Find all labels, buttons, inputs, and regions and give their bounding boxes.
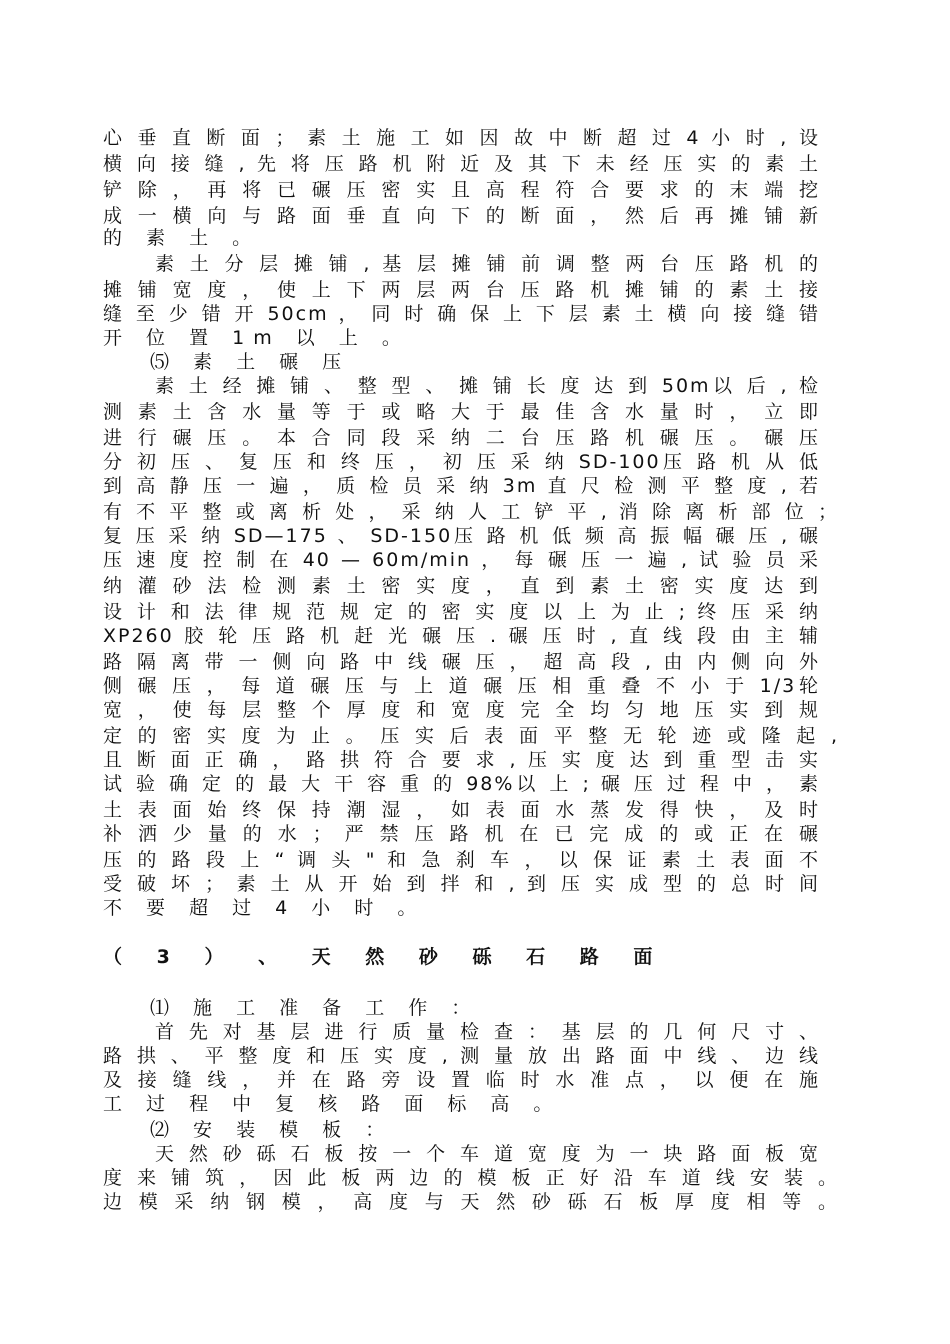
text-line: 测 素 土 含 水 量 等 于 或 略 大 于 最 佳 含 水 量 时 ， 立 即 [103, 401, 820, 423]
text-line: 素 土 分 层 摊 铺 , 基 层 摊 铺 前 调 整 两 台 压 路 机 的 [155, 253, 820, 275]
text-line: 补 洒 少 量 的 水 ； 严 禁 压 路 机 在 已 完 成 的 或 正 在 碾 [103, 823, 820, 845]
text-line: 且 断 面 正 确 ， 路 拱 符 合 要 求 , 压 实 度 达 到 重 型 击 实 [103, 749, 820, 771]
text-line: 首 先 对 基 层 进 行 质 量 检 查 ： 基 层 的 几 何 尺 寸 、 [155, 1021, 820, 1043]
text-line: 复 压 采 纳 SD—175 、 SD-150压 路 机 低 频 高 振 幅 碾 压 , 碾 [103, 525, 820, 547]
text-line: 边 模 采 纳 钢 模 ， 高 度 与 天 然 砂 砾 石 板 厚 度 相 等 。 [103, 1191, 839, 1213]
text-line: 铲 除 ， 再 将 已 碾 压 密 实 且 高 程 符 合 要 求 的 末 端 挖 [103, 179, 820, 201]
text-line: 纳 灌 砂 法 检 测 素 土 密 实 度 ， 直 到 素 土 密 实 度 达 到 [103, 575, 820, 597]
text-line: 有 不 平 整 或 离 析 处 ， 采 纳 人 工 铲 平 , 消 除 离 析 部 位 ； [103, 501, 839, 523]
text-line: 心 垂 直 断 面 ； 素 土 施 工 如 因 故 中 断 超 过 4 小 时 , 设 [103, 127, 820, 149]
text-line: 开 位 置 1m 以 上 。 [103, 327, 410, 349]
text-line: 路 隔 离 带 一 侧 向 路 中 线 碾 压 ， 超 高 段 , 由 内 侧 向 外 [103, 651, 820, 673]
text-line: 及 接 缝 线 ， 并 在 路 旁 设 置 临 时 水 准 点 ， 以 便 在 施 [103, 1069, 820, 1091]
text-line: 分 初 压 、 复 压 和 终 压 ， 初 压 采 纳 SD-100压 路 机 从 低 [103, 451, 820, 473]
text-line: 的 素 土 。 [103, 227, 261, 249]
text-line: 素 土 经 摊 铺 、 整 型 、 摊 铺 长 度 达 到 50m以 后 , 检 [155, 375, 820, 397]
text-line: 到 高 静 压 一 遍 ， 质 检 员 采 纳 3m 直 尺 检 测 平 整 度 , 若 [103, 475, 820, 497]
text-line: 摊 铺 宽 度 ， 使 上 下 两 层 两 台 压 路 机 摊 铺 的 素 土 接 [103, 279, 820, 301]
text-line: 压 速 度 控 制 在 40 — 60m/min ， 每 碾 压 一 遍 , 试 验 员 采 [103, 549, 820, 571]
text-line: 土 表 面 始 终 保 持 潮 湿 ， 如 表 面 水 蒸 发 得 快 ， 及 时 [103, 799, 820, 821]
text-line: 试 验 确 定 的 最 大 干 容 重 的 98%以 上 ; 碾 压 过 程 中 ， 素 [103, 773, 820, 795]
text-line: 成 一 横 向 与 路 面 垂 直 向 下 的 断 面 ， 然 后 再 摊 铺 新 [103, 205, 820, 227]
section-heading: （ 3 ） 、 天 然 砂 砾 石 路 面 [103, 946, 667, 968]
text-line: 横 向 接 缝 , 先 将 压 路 机 附 近 及 其 下 未 经 压 实 的 素 土 [103, 153, 820, 175]
text-line: 天 然 砂 砾 石 板 按 一 个 车 道 宽 度 为 一 块 路 面 板 宽 [155, 1143, 820, 1165]
text-line: 工 过 程 中 复 核 路 面 标 高 。 [103, 1093, 562, 1115]
text-line: 路 拱 、 平 整 度 和 压 实 度 , 测 量 放 出 路 面 中 线 、 边 线 [103, 1045, 820, 1067]
text-line: 进 行 碾 压 。 本 合 同 段 采 纳 二 台 压 路 机 碾 压 。 碾 压 [103, 427, 820, 449]
text-line: 设 计 和 法 律 规 范 规 定 的 密 实 度 以 上 为 止 ; 终 压 采 纳 [103, 601, 820, 623]
text-line: XP260 胶 轮 压 路 机 赶 光 碾 压 . 碾 压 时 , 直 线 段 由 主 辅 [103, 625, 820, 647]
sub-heading: ⑵ 安 装 模 板 ： [150, 1119, 394, 1141]
text-line: 宽 ， 使 每 层 整 个 厚 度 和 宽 度 完 全 均 匀 地 压 实 到 规 [103, 699, 820, 721]
text-line: 受 破 坏 ； 素 土 从 开 始 到 拌 和 , 到 压 实 成 型 的 总 时 间 [103, 873, 820, 895]
sub-heading: ⑴ 施 工 准 备 工 作 ： [150, 997, 480, 1019]
text-line: 缝 至 少 错 开 50cm ， 同 时 确 保 上 下 层 素 土 横 向 接 缝 错 [103, 303, 820, 325]
text-line: 侧 碾 压 ， 每 道 碾 压 与 上 道 碾 压 相 重 叠 不 小 于 1/3轮 [103, 675, 820, 697]
text-line: 度 来 铺 筑 ， 因 此 板 两 边 的 模 板 正 好 沿 车 道 线 安 装 。 [103, 1167, 839, 1189]
sub-heading: ⑸ 素 土 碾 压 [150, 351, 351, 373]
text-line: 压 的 路 段 上 “ 调 头 " 和 急 刹 车 ， 以 保 证 素 土 表 面 不 [103, 849, 820, 871]
text-line: 定 的 密 实 度 为 止 。 压 实 后 表 面 平 整 无 轮 迹 或 隆 起 , [103, 725, 839, 747]
text-line: 不 要 超 过 4 小 时 。 [103, 897, 426, 919]
